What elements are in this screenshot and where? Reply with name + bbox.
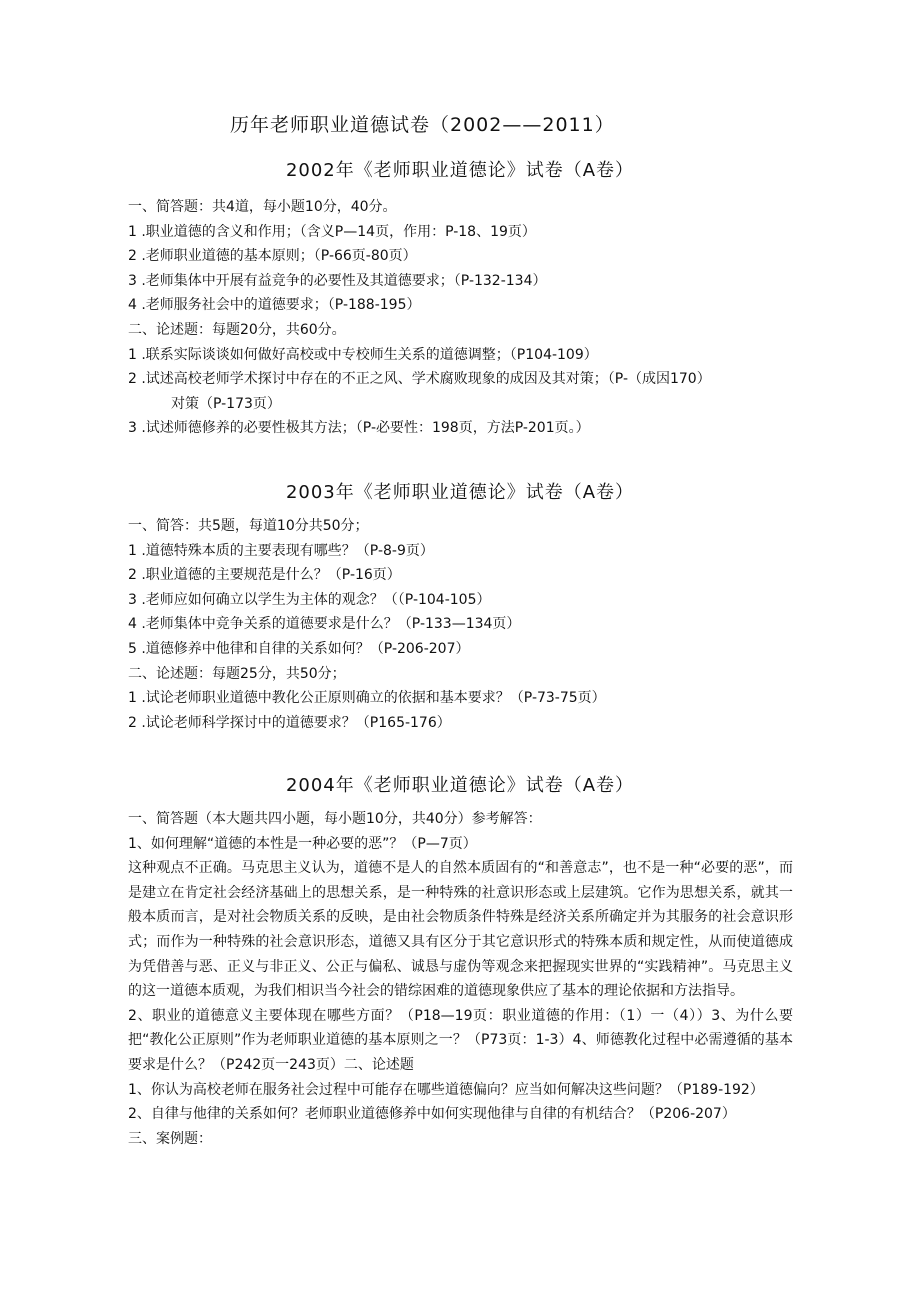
question-item: 3 .老师集体中开展有益竞争的必要性及其道德要求；（P-132-134）	[128, 272, 547, 289]
question-item: 2 .职业道德的主要规范是什么？（P-16页）	[128, 567, 401, 584]
section-2004	[0, 771, 920, 797]
question-item: 2 .试论老师科学探讨中的道德要求？（P165-176）	[128, 714, 451, 731]
question-heading: 一、简答题：共4道，每小题10分，40分。	[128, 199, 397, 215]
question-heading: 一、简答题（本大题共四小题，每小题10分，共40分）参考解答：	[128, 811, 542, 827]
question-item: 1 .试论老师职业道德中教化公正原则确立的依据和基本要求？（P-73-75页）	[128, 690, 606, 707]
question-paragraph: 2、自律与他律的关系如何？老师职业道德修养中如何实现他律与自律的有机结合？（P206-207）	[128, 1106, 736, 1123]
question-item: 2 .老师职业道德的基本原则；（P-66页-80页）	[128, 248, 417, 265]
question-item: 3 .试述师德修养的必要性极其方法；（P-必要性：198页，方法P-201页。）	[128, 420, 590, 437]
section-2003-body	[128, 514, 606, 735]
section-2002-body	[128, 195, 711, 441]
section-2003	[0, 478, 920, 504]
question-paragraph: 2、职业的道德意义主要体现在哪些方面？（P18—19页：职业道德的作用：（1）一（4））3、为什么要把“教化公正原则”作为老师职业道德的基本原则之一？（P73页：1-3）4、师德教化过程中必需遵循的基本要求是什么？（P242页一243页）二、论述题	[128, 1007, 793, 1073]
question-item: 4 .老师服务社会中的道德要求；（P-188-195）	[128, 297, 421, 314]
section-title: 2004年《老师职业道德论》试卷（A卷）	[285, 775, 635, 796]
section-2002	[0, 156, 920, 182]
question-item: 1、如何理解“道德的本性是一种必要的恶”？（P—7页）	[128, 835, 477, 852]
question-item: 3 .老师应如何确立以学生为主体的观念？（（P-104-105）	[128, 591, 491, 608]
question-item: 4 .老师集体中竞争关系的道德要求是什么？（P-133—134页）	[128, 616, 521, 633]
question-paragraph: 1、你认为高校老师在服务社会过程中可能存在哪些道德偏向？应当如何解决这些问题？（P189-192）	[128, 1081, 764, 1098]
question-item: 1 .道德特殊本质的主要表现有哪些？（P-8-9页）	[128, 542, 434, 559]
section-title: 2002年《老师职业道德论》试卷（A卷）	[285, 160, 635, 181]
question-item: 2 .试述高校老师学术探讨中存在的不正之风、学术腐败现象的成因及其对策；（P-（成因170）	[128, 371, 711, 388]
question-heading: 二、论述题：每题25分，共50分；	[128, 665, 346, 682]
question-item-continued: 对策（P-173页）	[171, 395, 281, 412]
question-heading: 一、简答：共5题，每道10分共50分；	[128, 518, 369, 534]
question-item: 1 .联系实际谈谈如何做好高校或中专校师生关系的道德调整；（P104-109）	[128, 346, 598, 363]
question-heading: 二、论述题：每题20分，共60分。	[128, 321, 346, 338]
section-2004-body	[128, 807, 793, 1151]
question-item: 1 .职业道德的含义和作用；（含义P—14页，作用：P-18、19页）	[128, 223, 536, 240]
section-title: 2003年《老师职业道德论》试卷（A卷）	[285, 482, 635, 503]
page-title: 历年老师职业道德试卷（2002——2011）	[230, 114, 615, 136]
answer-paragraph: 这种观点不正确。马克思主义认为，道德不是人的自然本质固有的“和善意志”，也不是一种“必要的恶”，而是建立在肯定社会经济基础上的思想关系，是一种特殊的社意识形态或上层建筑。它作为思想关系，就其一般本质而言，是对社会物质关系的反映，是由社会物质条件特殊是经济关系所确定并为其服务的社会意识形式；而作为一种特殊的社会意识形态，道德又具有区分于其它意识形式的特殊本质和规定性，从而使道德成为凭借善与恶、正义与非正义、公正与偏私、诚恳与虚伪等观念来把握现实世界的“实践精神”。马克思主义的这一道德本质观，为我们相识当今社会的错综困难的道德现象供应了基本的理论依据和方法指导。	[128, 860, 793, 1000]
question-item: 5 .道德修养中他律和自律的关系如何？（P-206-207）	[128, 640, 470, 657]
question-heading: 三、案例题：	[128, 1130, 212, 1147]
